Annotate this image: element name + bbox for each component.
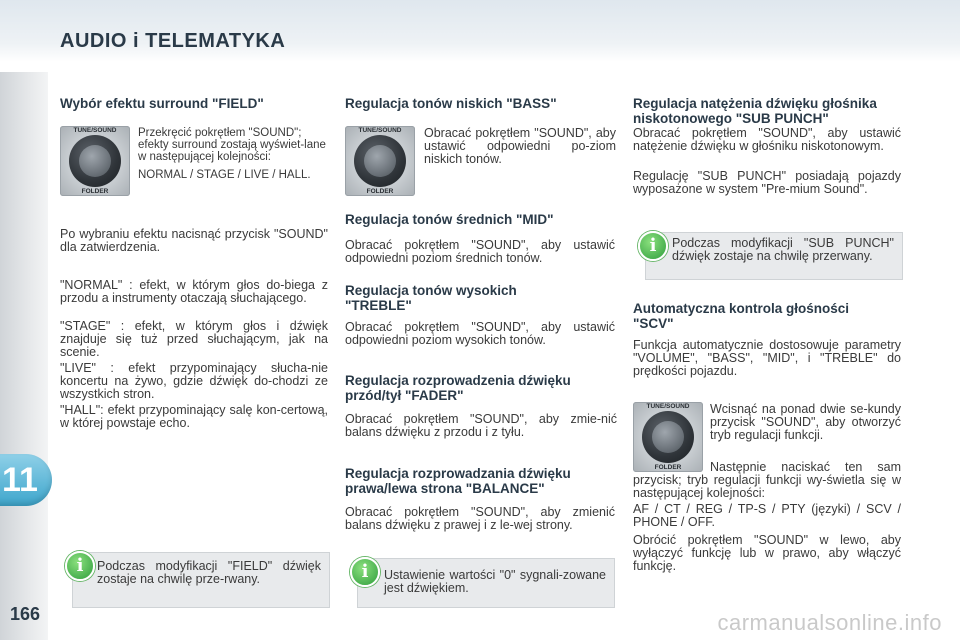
field-info-box xyxy=(72,552,330,608)
treble-heading: Regulacja tonów wysokich "TREBLE" xyxy=(345,283,517,313)
page-header xyxy=(0,0,960,62)
info-icon: i xyxy=(350,557,380,587)
field-modes-list: NORMAL / STAGE / LIVE / HALL. xyxy=(138,169,311,181)
left-margin-strip xyxy=(0,72,48,640)
fader-text: Obracać pokrętłem "SOUND", aby zmie-nić balans dźwięku z przodu i z tyłu. xyxy=(345,412,617,439)
field-confirm-text: Po wybraniu efektu nacisnąć przycisk "SOUND" dla zatwierdzenia. xyxy=(60,227,328,254)
field-normal-description: "NORMAL" : efekt, w którym głos do-biega z przodu a instrumenty otaczają słuchającego. xyxy=(60,278,328,305)
balance-text: Obracać pokrętłem "SOUND", aby zmienić balans dźwięku z prawej i z le-wej strony. xyxy=(345,505,615,532)
balance-info-text: Ustawienie wartości "0" sygnali-zowane jest dźwiękiem. xyxy=(384,568,606,595)
bass-text: Obracać pokrętłem "SOUND", aby ustawić odpowiedni po-ziom niskich tonów. xyxy=(424,126,616,166)
knob-label-bottom: FOLDER xyxy=(81,188,109,195)
field-heading: Wybór efektu surround "FIELD" xyxy=(60,96,264,111)
scv-next-text: Następnie naciskać ten sam przycisk; tryb regulacji funkcji wy-świetla się w następującej kolejności: xyxy=(633,460,901,500)
chapter-badge xyxy=(0,454,52,506)
info-icon: i xyxy=(65,551,95,581)
treble-text: Obracać pokrętłem "SOUND", aby ustawić odpowiedni poziom wysokich tonów. xyxy=(345,320,615,347)
knob-label-top: TUNE/SOUND xyxy=(358,127,402,134)
knob-label-top: TUNE/SOUND xyxy=(73,127,117,134)
knob-cap xyxy=(364,145,396,177)
sub-punch-availability-text: Regulację "SUB PUNCH" posiadają pojazdy wyposażone w system "Pre-mium Sound". xyxy=(633,169,901,196)
field-info-text: Podczas modyfikacji "FIELD" dźwięk zostaje na chwilę prze-rwany. xyxy=(97,559,321,586)
sound-knob-image xyxy=(345,126,415,196)
sound-knob-image xyxy=(60,126,130,196)
balance-info-box xyxy=(357,558,615,608)
mid-heading: Regulacja tonów średnich "MID" xyxy=(345,212,554,227)
field-live-description: "LIVE" : efekt przypominający słucha-nie koncertu na żywo, gdzie dźwięk do-chodzi ze wszystkich stron. xyxy=(60,361,328,401)
knob-label-top: TUNE/SOUND xyxy=(646,403,690,410)
scv-text: Funkcja automatycznie dostosowuje parametry "VOLUME", "BASS", "MID", i "TREBLE" do prędkości pojazdu. xyxy=(633,338,901,378)
knob-cap xyxy=(652,421,684,453)
knob-label-bottom: FOLDER xyxy=(654,464,682,471)
sub-punch-info-box xyxy=(645,232,903,280)
fader-heading: Regulacja rozprowadzenia dźwięku przód/tył "FADER" xyxy=(345,373,571,403)
field-knob-instructions: Przekręcić pokrętłem "SOUND"; efekty surround zostają wyświet-lane w następującej kolejności: xyxy=(138,127,326,163)
scv-order-list: AF / CT / REG / TP-S / PTY (języki) / SCV / PHONE / OFF. xyxy=(633,502,901,529)
sub-punch-info-text: Podczas modyfikacji "SUB PUNCH" dźwięk zostaje na chwilę przerwany. xyxy=(672,236,894,263)
knob-cap xyxy=(79,145,111,177)
page-number: 166 xyxy=(10,604,41,624)
mid-text: Obracać pokrętłem "SOUND", aby ustawić odpowiedni poziom średnich tonów. xyxy=(345,238,615,265)
field-hall-description: "HALL": efekt przypominający salę kon-certową, w której powstaje echo. xyxy=(60,403,328,430)
page-title: AUDIO i TELEMATYKA xyxy=(60,30,286,52)
field-stage-description: "STAGE" : efekt, w którym głos i dźwięk znajduje się tuż przed słuchającym, jak na scenie. xyxy=(60,319,328,359)
info-icon: i xyxy=(638,231,668,261)
watermark: carmanualsonline.info xyxy=(717,610,942,635)
sub-punch-heading: Regulacja natężenia dźwięku głośnika niskotonowego "SUB PUNCH" xyxy=(633,96,877,126)
chapter-number: 11 xyxy=(2,461,38,499)
bass-heading: Regulacja tonów niskich "BASS" xyxy=(345,96,557,111)
balance-heading: Regulacja rozprowadzania dźwięku prawa/lewa strona "BALANCE" xyxy=(345,466,571,496)
knob-label-bottom: FOLDER xyxy=(366,188,394,195)
scv-press-text: Wcisnąć na ponad dwie se-kundy przycisk "SOUND", aby otworzyć tryb regulacji funkcji. xyxy=(710,402,901,442)
scv-heading: Automatyczna kontrola głośności "SCV" xyxy=(633,301,850,331)
sub-punch-text: Obracać pokrętłem "SOUND", aby ustawić natężenie dźwięku w głośniku niskotonowym. xyxy=(633,126,901,153)
scv-rotate-text: Obrócić pokrętłem "SOUND" w lewo, aby wyłączyć funkcję lub w prawo, aby włączyć funkcję. xyxy=(633,533,901,573)
